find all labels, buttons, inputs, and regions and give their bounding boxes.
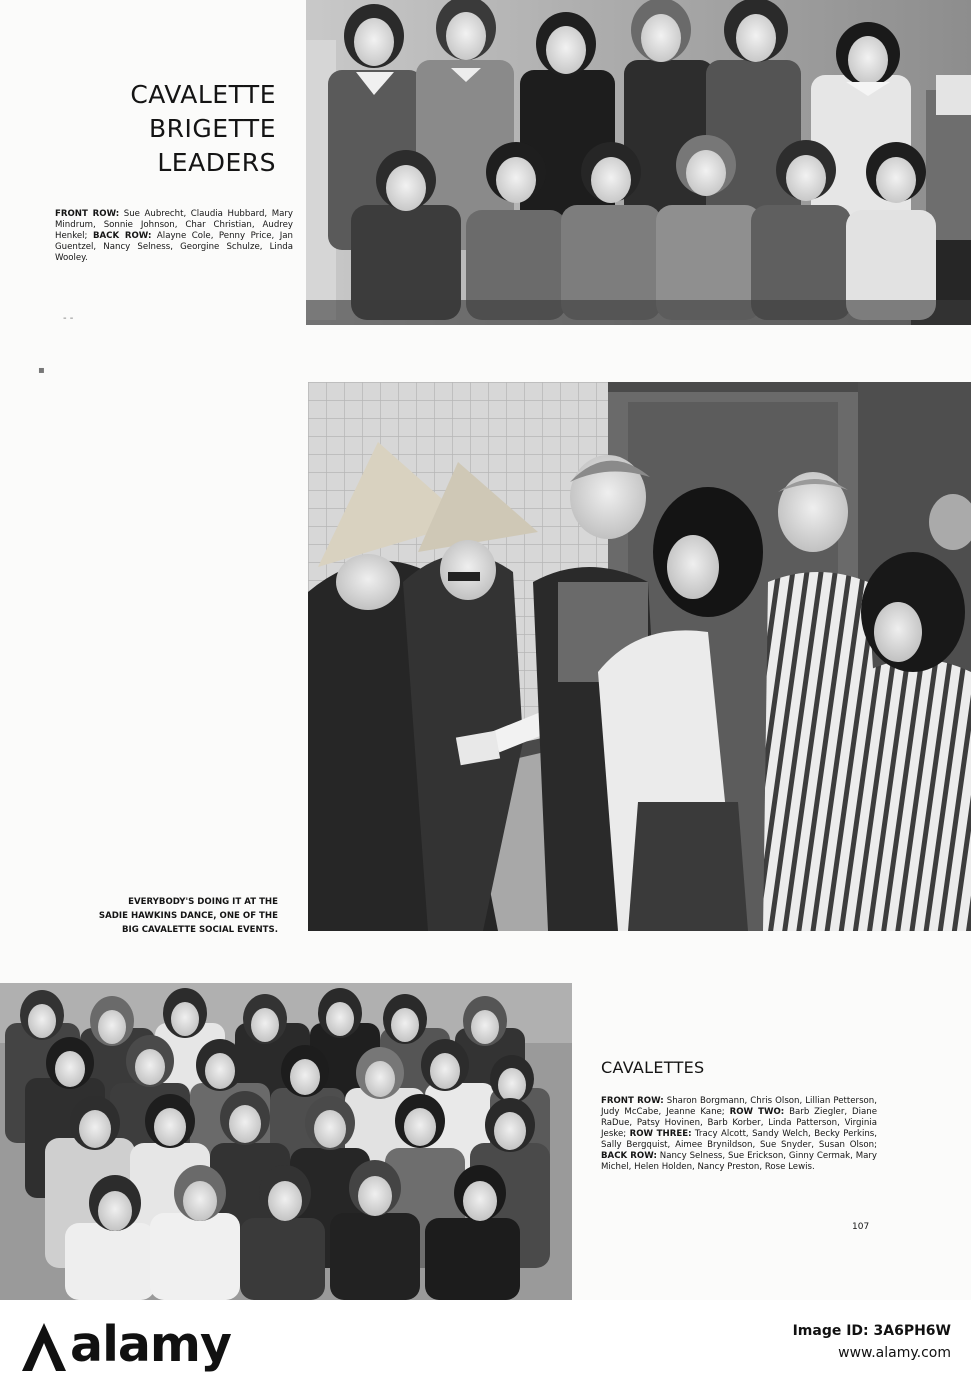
heading-line: BRIGETTE: [149, 114, 276, 143]
row-two-label: ROW TWO:: [729, 1107, 785, 1117]
cavalettes-caption: [601, 1096, 877, 1173]
caption-line: BIG CAVALETTE SOCIAL EVENTS.: [121, 925, 278, 935]
front-row-names: Sue Aubrecht, Claudia Hubbard, Mary Mindrum, Sonnie Johnson, Char Christian, Audrey Henkel;: [55, 209, 293, 241]
alamy-logo[interactable]: [18, 1315, 231, 1375]
print-mark: - -: [63, 313, 74, 324]
back-row-names: Alayne Cole, Penny Price, Jan Guentzel, Nancy Selness, Georgine Schulze, Linda Wooley.: [55, 231, 294, 263]
leaders-group-photo: [306, 0, 971, 325]
leaders-caption: [55, 209, 293, 264]
row-three-label: ROW THREE:: [629, 1129, 692, 1139]
alamy-a-icon: [18, 1315, 70, 1375]
back-row-label: BACK ROW:: [92, 231, 152, 241]
back-row-names: Nancy Selness, Sue Erickson, Ginny Cermak, Mary Michel, Helen Holden, Nancy Preston, Rose Lewis.: [601, 1151, 878, 1172]
caption-line: EVERYBODY'S DOING IT AT THE: [128, 897, 278, 907]
page-number: 107: [852, 1222, 870, 1232]
dance-caption: [58, 895, 278, 937]
stock-footer: [0, 1300, 971, 1390]
caption-line: SADIE HAWKINS DANCE, ONE OF THE: [98, 911, 278, 921]
row-two-names: Barb Ziegler, Diane RaDue, Patsy Hovinen, Barb Korber, Linda Patterson, Virginia Jeske;: [601, 1107, 877, 1139]
back-row-label: BACK ROW:: [601, 1151, 657, 1161]
print-mark: ▪: [38, 365, 45, 376]
site-link[interactable]: www.alamy.com: [838, 1345, 951, 1361]
image-info: [793, 1320, 951, 1364]
front-row-label: FRONT ROW:: [55, 209, 120, 219]
front-row-label: FRONT ROW:: [601, 1096, 664, 1106]
heading-line: CAVALETTE: [130, 80, 276, 109]
heading-line: LEADERS: [157, 148, 276, 177]
front-row-names: Sharon Borgmann, Chris Olson, Lillian Petterson, Judy McCabe, Jeanne Kane;: [601, 1096, 877, 1117]
cavalettes-heading: CAVALETTES: [601, 1058, 705, 1077]
brand-name: alamy: [70, 1316, 231, 1373]
leaders-heading: [36, 78, 276, 180]
sadie-hawkins-photo: [308, 382, 971, 931]
image-id: Image ID: 3A6PH6W: [792, 1323, 951, 1339]
cavalettes-group-photo: [0, 983, 572, 1300]
row-three-names: Tracy Alcott, Sandy Welch, Becky Perkins, Sally Bergquist, Aimee Brynildson, Sue Snyder, Susan Olson;: [601, 1129, 877, 1150]
